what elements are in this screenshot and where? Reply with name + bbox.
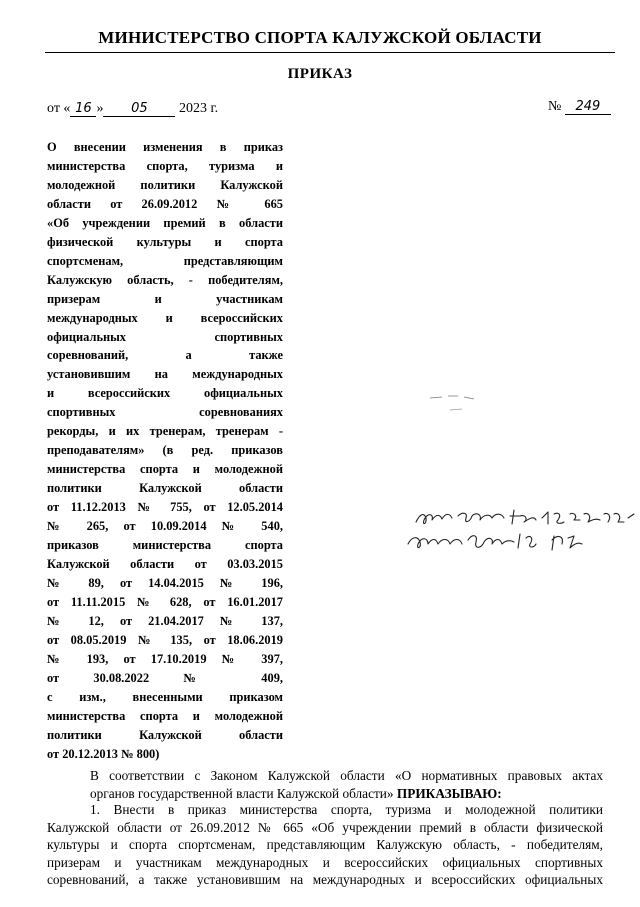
title-line: спортсменам, представляющим <box>47 253 283 268</box>
date-year: 2023 г. <box>178 101 219 116</box>
date-prefix: от « <box>47 101 71 116</box>
title-line: № 12, от 21.04.2017 № 137, <box>47 613 283 628</box>
item-1-line: соревнований, а также установившим на международных и всероссийских официальных <box>47 872 603 887</box>
date-month: 05 <box>103 101 175 117</box>
title-line: О внесении изменения в приказ <box>47 140 283 154</box>
faint-mark <box>428 388 478 423</box>
title-line: спортивных соревнованиях <box>47 405 283 420</box>
title-line: молодежной политики Калужской <box>47 177 283 192</box>
date-mid: » <box>96 101 104 116</box>
preamble-line-1: В соответствии с Законом Калужской области «О нормативных правовых актах <box>90 768 603 783</box>
order-number <box>548 99 611 115</box>
item-1-paragraph <box>47 801 603 889</box>
title-line: министерства спорта и молодежной <box>47 462 283 477</box>
order-date <box>47 101 218 117</box>
order-keyword: ПРИКАЗЫВАЮ: <box>396 785 502 801</box>
header-divider <box>45 52 615 53</box>
item-1-line: 1. Внести в приказ министерства спорта, туризма и молодежной политики <box>90 802 603 817</box>
title-line: соревнований, а также <box>47 348 283 363</box>
certified-copy-stamp <box>402 500 638 560</box>
item-1-line: культуры и спорта спортсменам, представляющим Калужскую область, - победителям, <box>47 837 603 852</box>
item-1-line: Калужской области от 26.09.2012 № 665 «Об учреждении премий в области физической <box>47 819 603 835</box>
handwritten-certification <box>402 500 638 560</box>
title-line: приказов министерства спорта <box>47 538 283 553</box>
number-value: 249 <box>565 99 611 115</box>
title-line: международных и всероссийских <box>47 310 283 325</box>
title-line: рекорды, и их тренерам, тренерам - <box>47 424 283 439</box>
title-line: от 08.05.2019 № 135, от 18.06.2019 <box>47 632 283 647</box>
title-line: и всероссийских официальных <box>47 386 283 401</box>
date-day: 16 <box>70 101 96 117</box>
title-line: от 30.08.2022 № 409, <box>47 670 283 685</box>
preamble-paragraph <box>47 767 603 802</box>
title-line: официальных спортивных <box>47 329 283 344</box>
title-line: физической культуры и спорта <box>47 234 283 249</box>
title-line: Калужской области от 03.03.2015 <box>47 556 283 571</box>
title-line: области от 26.09.2012 № 665 <box>47 196 283 211</box>
preamble-line-2 <box>47 785 603 803</box>
title-line: от 11.12.2013 № 755, от 12.05.2014 <box>47 500 283 515</box>
title-line: политики Калужской области <box>47 481 283 496</box>
item-1-line: призерам и участникам международных и всероссийских официальных спортивных <box>47 854 603 870</box>
title-line: преподавателям» (в ред. приказов <box>47 443 283 458</box>
title-line: установившим на международных <box>47 367 283 382</box>
title-line: министерства спорта и молодежной <box>47 708 283 723</box>
preamble-line-2-text: органов государственной власти Калужской области» <box>90 785 394 801</box>
title-line: Калужскую область, - победителям, <box>47 272 283 287</box>
order-title <box>47 138 283 763</box>
title-line: «Об учреждении премий в области <box>47 215 283 230</box>
title-line: призерам и участникам <box>47 291 283 306</box>
title-line: политики Калужской области <box>47 727 283 742</box>
number-prefix: № <box>548 99 562 114</box>
title-line: с изм., внесенными приказом <box>47 689 283 704</box>
title-line: № 265, от 10.09.2014 № 540, <box>47 519 283 534</box>
document-type-title: ПРИКАЗ <box>287 66 353 82</box>
title-line: министерства спорта, туризма и <box>47 158 283 173</box>
ministry-header: МИНИСТЕРСТВО СПОРТА КАЛУЖСКОЙ ОБЛАСТИ <box>98 28 542 47</box>
title-line: от 11.11.2015 № 628, от 16.01.2017 <box>47 594 283 609</box>
title-line: от 20.12.2013 № 800) <box>47 746 160 761</box>
title-line: № 193, от 17.10.2019 № 397, <box>47 651 283 666</box>
title-line: № 89, от 14.04.2015 № 196, <box>47 575 283 590</box>
